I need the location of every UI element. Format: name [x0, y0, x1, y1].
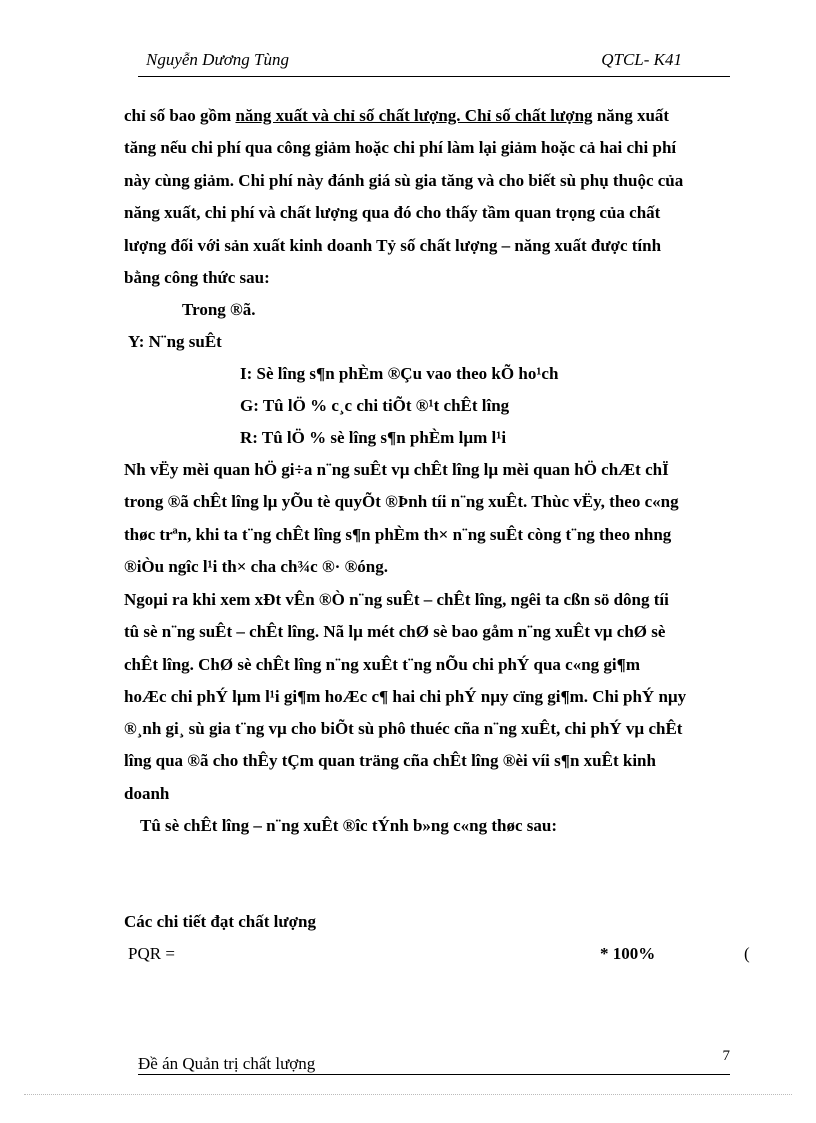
body-line-22: doanh	[124, 784, 170, 803]
text-run: năng xuất	[592, 106, 670, 125]
footer-title: Đề án Quản trị chất lượng	[138, 1054, 316, 1073]
body-line-6: bằng công thức sau:	[124, 268, 270, 287]
page-footer	[138, 1050, 730, 1075]
body-line-7: Trong ®ã.	[182, 300, 256, 319]
body-line-17: tû sè n¨ng suÊt – chÊt lîng. Nã lµ mét chØ sè bao gåm n¨ng xuÊt vµ chØ sè	[124, 622, 666, 641]
text-run: chỉ số bao gồm	[124, 106, 236, 125]
class-code: QTCL- K41	[601, 50, 682, 69]
formula-label: PQR =	[128, 944, 175, 963]
page-header	[138, 48, 730, 77]
page-number: 7	[722, 1048, 730, 1064]
body-line-14: thøc trªn, khi ta t¨ng chÊt lîng s¶n phÈm th× n¨ng suÊt còng t¨ng theo nhng	[124, 525, 672, 544]
formula-factor: * 100%	[600, 944, 656, 963]
body-line-12: Nh vËy mèi quan hÖ gi÷a n¨ng suÊt vµ chÊt lîng lµ mèi quan hÖ chÆt chÏ	[124, 460, 669, 479]
body-line-3: này cùng giảm. Chi phí này đánh giá sù gia tăng và cho biết sù phụ thuộc của	[124, 171, 684, 190]
body-line-8: Y: N¨ng suÊt	[128, 332, 222, 351]
body-line-13: trong ®ã chÊt lîng lµ yÕu tè quyÕt ®Þnh tíi n¨ng xuÊt. Thùc vËy, theo c«ng	[124, 492, 679, 511]
body-line-18: chÊt lîng. ChØ sè chÊt lîng n¨ng xuÊt t¨ng nÕu chi phÝ qua c«ng gi¶m	[124, 655, 640, 674]
formula-numerator: Các chi tiết đạt chất lượng	[124, 912, 316, 931]
body-line-1	[124, 106, 669, 126]
body-line-9: I: Sè lîng s¶n phÈm ®Çu vao theo kÕ ho¹ch	[240, 364, 559, 383]
underlined-text: năng xuất và chỉ số chất lượng. Chỉ số chất lượng	[235, 106, 593, 125]
body-line-10: G: Tû lÖ % c¸c chi tiÕt ®¹t chÊt lîng	[240, 396, 510, 415]
body-line-16: Ngoµi ra khi xem xÐt vÊn ®Ò n¨ng suÊt – chÊt lîng, ngêi ta cßn sö dông tíi	[124, 590, 669, 609]
body-line-21: lîng qua ®ã cho thÊy tÇm quan träng cña chÊt lîng ®èi víi s¶n xuÊt kinh	[124, 751, 656, 770]
body-line-2: tăng nếu chi phí qua công giảm hoặc chi phí làm lại giảm hoặc cả hai chi phí	[124, 138, 677, 157]
page-break-divider	[24, 1094, 792, 1095]
body-line-15: ®iÒu ngîc l¹i th× cha ch¾c ®· ®óng.	[124, 557, 388, 576]
body-line-4: năng xuất, chi phí và chất lượng qua đó cho thấy tầm quan trọng của chất	[124, 203, 661, 222]
formula-paren: (	[744, 944, 750, 963]
body-line-19: hoÆc chi phÝ lµm l¹i gi¶m hoÆc c¶ hai chi phÝ nµy cïng gi¶m. Chi phÝ nµy	[124, 687, 687, 706]
author-name: Nguyễn Dương Tùng	[146, 50, 290, 69]
body-line-20: ®¸nh gi¸ sù gia t¨ng vµ cho biÕt sù phô thuéc cña n¨ng xuÊt, chi phÝ vµ chÊt	[124, 719, 683, 738]
body-line-11: R: Tû lÖ % sè lîng s¶n phÈm lµm l¹i	[240, 428, 507, 447]
body-line-23: Tû sè chÊt lîng – n¨ng xuÊt ®îc tÝnh b»ng c«ng thøc sau:	[140, 816, 557, 835]
body-line-5: lượng đối với sản xuất kinh doanh Tỷ số chất lượng – năng xuất được tính	[124, 236, 662, 255]
